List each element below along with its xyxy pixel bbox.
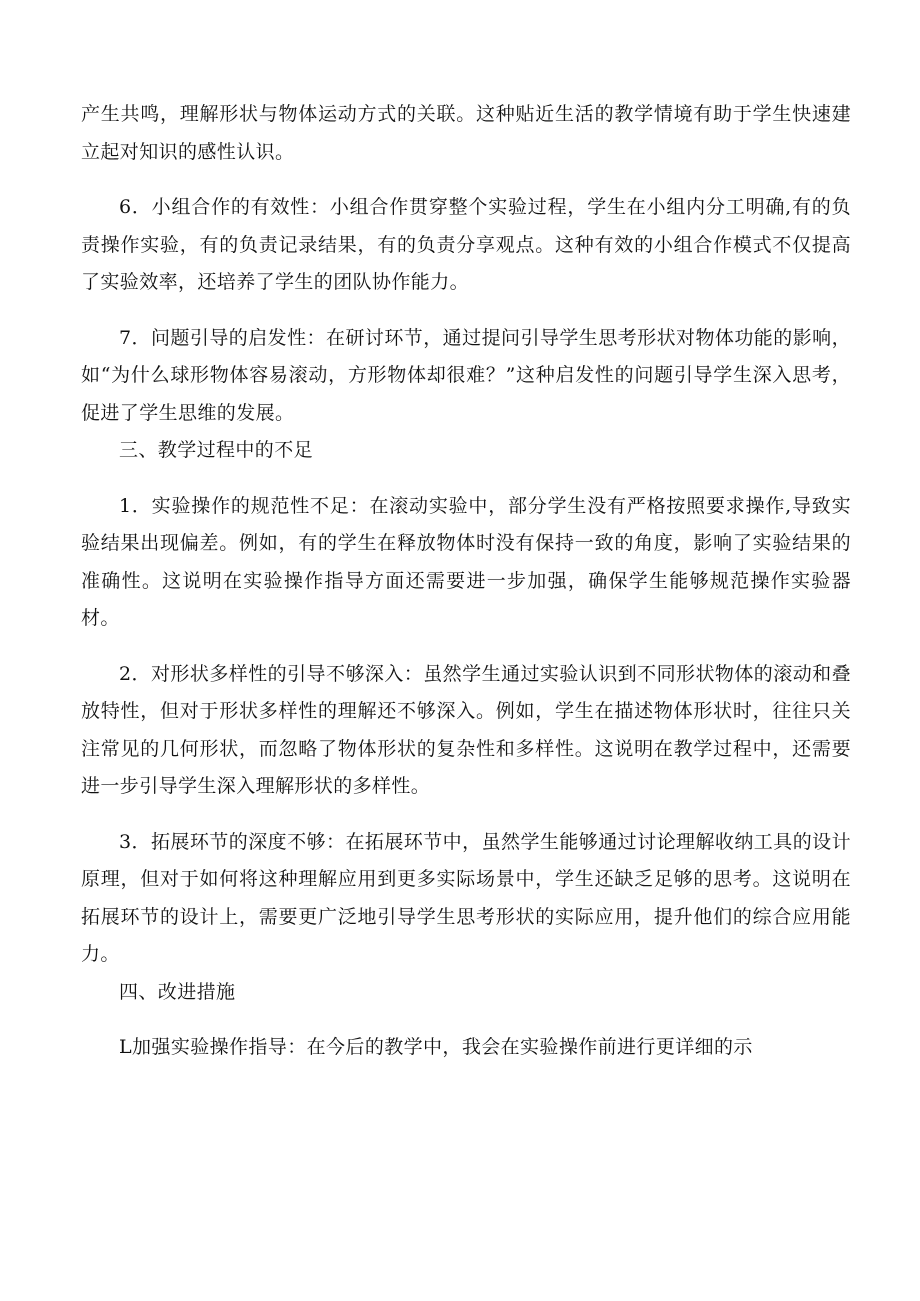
paragraph-intro-continuation: 产生共鸣，理解形状与物体运动方式的关联。这种贴近生活的教学情境有助于学生快速建立起对知识的感性认识。 (81, 103, 851, 163)
paragraph-improvement-1: L加强实验操作指导：在今后的教学中，我会在实验操作前进行更详细的示 (119, 1036, 753, 1058)
paragraph-point-7: 7．问题引导的启发性：在研讨环节，通过提问引导学生思考形状对物体功能的影响，如“为什么球形物体容易滚动，方形物体却很难？”这种启发性的问题引导学生深入思考，促进了学生思维的发展。 (81, 326, 851, 424)
section-heading-shortcomings: 三、教学过程中的不足 (119, 439, 314, 461)
paragraph-shortcoming-2: 2．对形状多样性的引导不够深入：虽然学生通过实验认识到不同形状物体的滚动和叠放特性，但对于形状多样性的理解还不够深入。例如，学生在描述物体形状时，往往只关注常见的几何形状，而忽略了物体形状的复杂性和多样性。这说明在教学过程中，还需要进一步引导学生深入理解形状的多样性。 (81, 662, 851, 797)
paragraph-shortcoming-3: 3．拓展环节的深度不够：在拓展环节中，虽然学生能够通过讨论理解收纳工具的设计原理，但对于如何将这种理解应用到更多实际场景中，学生还缺乏足够的思考。这说明在拓展环节的设计上，需要更广泛地引导学生思考形状的实际应用，提升他们的综合应用能力。 (81, 830, 851, 965)
document-page (81, 96, 851, 1067)
section-heading-improvements: 四、改进措施 (119, 980, 236, 1003)
paragraph-point-6: 6．小组合作的有效性：小组合作贯穿整个实验过程，学生在小组内分工明确,有的负责操作实验，有的负责记录结果，有的负责分享观点。这种有效的小组合作模式不仅提高了实验效率，还培养了学生的团队协作能力。 (81, 196, 851, 293)
paragraph-shortcoming-1: 1．实验操作的规范性不足：在滚动实验中，部分学生没有严格按照要求操作,导致实验结果出现偏差。例如，有的学生在释放物体时没有保持一致的角度，影响了实验结果的准确性。这说明在实验操作指导方面还需要进一步加强，确保学生能够规范操作实验器材。 (81, 494, 851, 629)
